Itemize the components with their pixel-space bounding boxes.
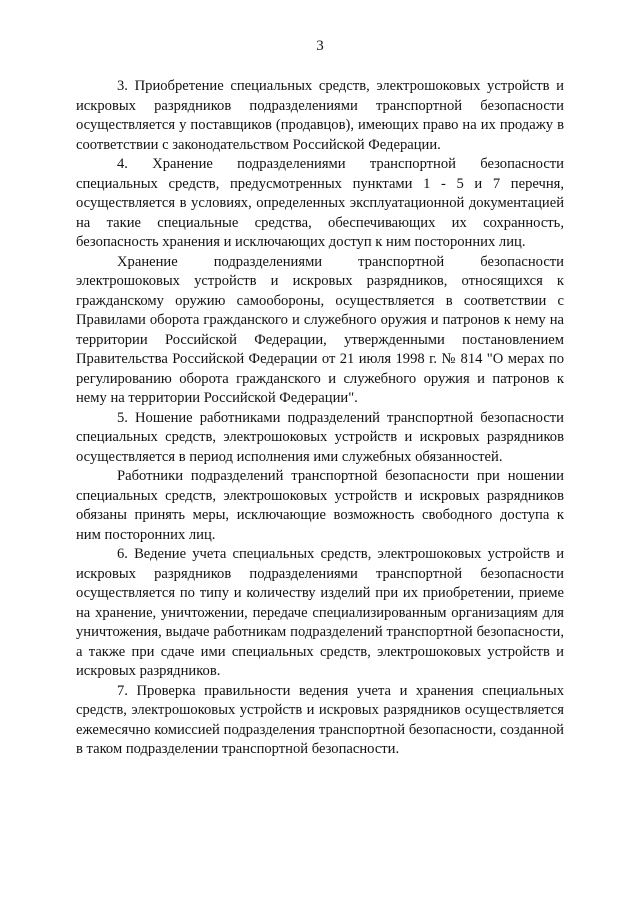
document-body <box>76 77 564 760</box>
paragraph-item-6-accounting: 6. Ведение учета специальных средств, электрошоковых устройств и искровых разрядников подразделениями транспортной безопасности осуществляется по типу и количеству изделий при их приобретении, приеме на хранение, уничтожении, передаче специализированным организациям для уничтожения, выдаче работникам подразделений транспортной безопасности, а также при сдаче ими специальных средств, электрошоковых устройств и искровых разрядников. <box>76 546 564 679</box>
paragraph-item-4-storage: 4. Хранение подразделениями транспортной безопасности специальных средств, предусмотренных пунктами 1 - 5 и 7 перечня, осуществляется в условиях, определенных эксплуатационной документацией на такие специальные средства, обеспечивающих их сохранность, безопасность хранения и исключающих доступ к ним посторонних лиц. <box>76 156 564 250</box>
page-number: 3 <box>316 38 324 54</box>
paragraph-item-5-carrying: 5. Ношение работниками подразделений транспортной безопасности специальных средств, электрошоковых устройств и искровых разрядников осуществляется в период исполнения ими служебных обязанностей. <box>76 409 564 465</box>
paragraph-carrying-measures: Работники подразделений транспортной безопасности при ношении специальных средств, электрошоковых устройств и искровых разрядников обязаны принять меры, исключающие возможность свободного доступа к ним посторонних лиц. <box>76 468 564 543</box>
paragraph-item-3-acquisition: 3. Приобретение специальных средств, электрошоковых устройств и искровых разрядников подразделениями транспортной безопасности осуществляется у поставщиков (продавцов), имеющих право на их продажу в соответствии с законодательством Российской Федерации. <box>76 78 564 153</box>
paragraph-storage-self-defense-weapons: Хранение подразделениями транспортной безопасности электрошоковых устройств и искровых разрядников, относящихся к гражданскому оружию самообороны, осуществляется в соответствии с Правилами оборота гражданского и служебного оружия и патронов к нему на территории Российской Федерации, утвержденными постановлением Правительства Российской Федерации от 21 июля 1998 г. № 814 "О мерах по регулированию оборота гражданского и служебного оружия и патронов к нему на территории Российской Федерации". <box>76 253 564 406</box>
paragraph-item-7-inspection: 7. Проверка правильности ведения учета и хранения специальных средств, электрошоковых устройств и искровых разрядников осуществляется ежемесячно комиссией подразделения транспортной безопасности, созданной в таком подразделении транспортной безопасности. <box>76 682 564 757</box>
